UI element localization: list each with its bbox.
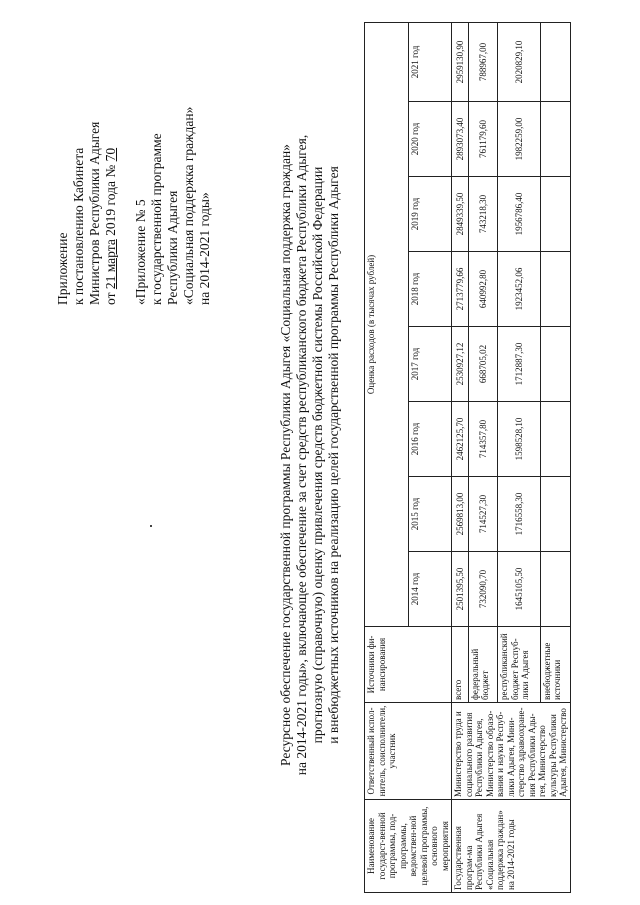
document-title: Ресурсное обеспечение государственной программы Республики Адыгея «Социальная поддержка граждан» на 2014-2021 годы», включающее обеспечение за счет средств республиканского бюджета Республики Адыгея, прогнозную (справочную) оценку привлечения средств бюджетной системы Российской Федерации и внебюджетных источников на реализацию целей государственной программы Республики Адыгея <box>278 134 341 776</box>
scan-speck <box>150 525 152 527</box>
value-cell: 1923452,06 <box>498 252 541 327</box>
table-row <box>452 22 469 892</box>
appendix-header <box>55 45 213 305</box>
value-cell: 743218,30 <box>468 177 498 252</box>
value-cell: 714527,30 <box>468 477 498 552</box>
value-cell: 714357,80 <box>468 402 498 477</box>
value-cell: 2849339,50 <box>452 177 469 252</box>
value-cell: 1598528,10 <box>498 402 541 477</box>
program-name-cell: Государственная програм-ма Республики Адыгея «Социальная поддержка граждан» на 2014-2021 годы <box>452 800 571 893</box>
value-cell: 2569813,00 <box>452 477 469 552</box>
value-cell <box>540 102 570 177</box>
value-cell: 1982259,00 <box>498 102 541 177</box>
header-year: 2015 год <box>408 477 452 552</box>
value-cell <box>540 252 570 327</box>
value-cell: 2893073,40 <box>452 102 469 177</box>
responsible-cell: Министерство труда и социального развития Республики Адыгея, Министерство образо-вания и науки Респуб-лики Адыгея, Мини-стерство здравоохране-ния Республики Ады-гея, Министерство культуры Республики Адыгея, Министерство <box>452 703 571 800</box>
resource-table <box>364 22 571 893</box>
value-cell: 640992,80 <box>468 252 498 327</box>
appendix-line-5: «Приложение № 5 <box>133 199 148 305</box>
header-year: 2014 год <box>408 552 452 627</box>
value-cell: 1645105,50 <box>498 552 541 627</box>
appendix-line-6: к государственной программе <box>149 133 164 305</box>
appendix-line-8: «Социальная поддержка граждан» <box>181 106 196 305</box>
header-source: Источники фи-нансирования <box>365 627 452 703</box>
value-cell: 788967,00 <box>468 22 498 101</box>
value-cell: 2959130,90 <box>452 22 469 101</box>
header-year: 2019 год <box>408 177 452 252</box>
header-year: 2021 год <box>408 22 452 101</box>
value-cell: 2462125,70 <box>452 402 469 477</box>
value-cell: 1956786,40 <box>498 177 541 252</box>
value-cell: 2501395,50 <box>452 552 469 627</box>
value-cell <box>540 22 570 101</box>
value-cell: 668705,02 <box>468 327 498 402</box>
value-cell <box>540 477 570 552</box>
value-cell: 761179,60 <box>468 102 498 177</box>
header-estimate: Оценка расходов (в тысячах рублей) <box>365 22 409 626</box>
header-year: 2020 год <box>408 102 452 177</box>
source-cell: внебюджетные источники <box>540 627 570 703</box>
value-cell <box>540 552 570 627</box>
value-cell: 1712887,30 <box>498 327 541 402</box>
value-cell: 732090,70 <box>468 552 498 627</box>
header-year: 2018 год <box>408 252 452 327</box>
value-cell: 1716558,30 <box>498 477 541 552</box>
appendix-line-7: Республики Адыгея <box>165 190 180 305</box>
value-cell: 2713779,66 <box>452 252 469 327</box>
decree-date: 21 марта <box>103 239 118 290</box>
value-cell: 2020829,10 <box>498 22 541 101</box>
source-cell: всего <box>452 627 469 703</box>
source-cell: республиканский бюджет Респуб-лики Адыгея <box>498 627 541 703</box>
header-responsible: Ответственный испол-нитель, соисполнители, участник <box>365 703 452 800</box>
appendix-line-4: от 21 марта 2019 года № 70 <box>103 147 118 305</box>
source-cell: федеральный бюджет <box>468 627 498 703</box>
resource-table-wrap <box>364 23 571 893</box>
appendix-line-9: на 2014-2021 годы» <box>197 192 212 305</box>
header-year: 2016 год <box>408 402 452 477</box>
value-cell: 2530927,12 <box>452 327 469 402</box>
appendix-line-2: к постановлению Кабинета <box>71 147 86 305</box>
value-cell <box>540 402 570 477</box>
decree-number: 70 <box>103 147 118 162</box>
header-year: 2017 год <box>408 327 452 402</box>
appendix-line-1: Приложение <box>55 232 70 305</box>
value-cell <box>540 177 570 252</box>
appendix-line-3: Министров Республики Адыгея <box>87 121 102 305</box>
header-program-name: Наименование государст-венной программы, под-программы, ведомствен-ной целевой программы, основного мероприятия <box>365 800 452 893</box>
value-cell <box>540 327 570 402</box>
